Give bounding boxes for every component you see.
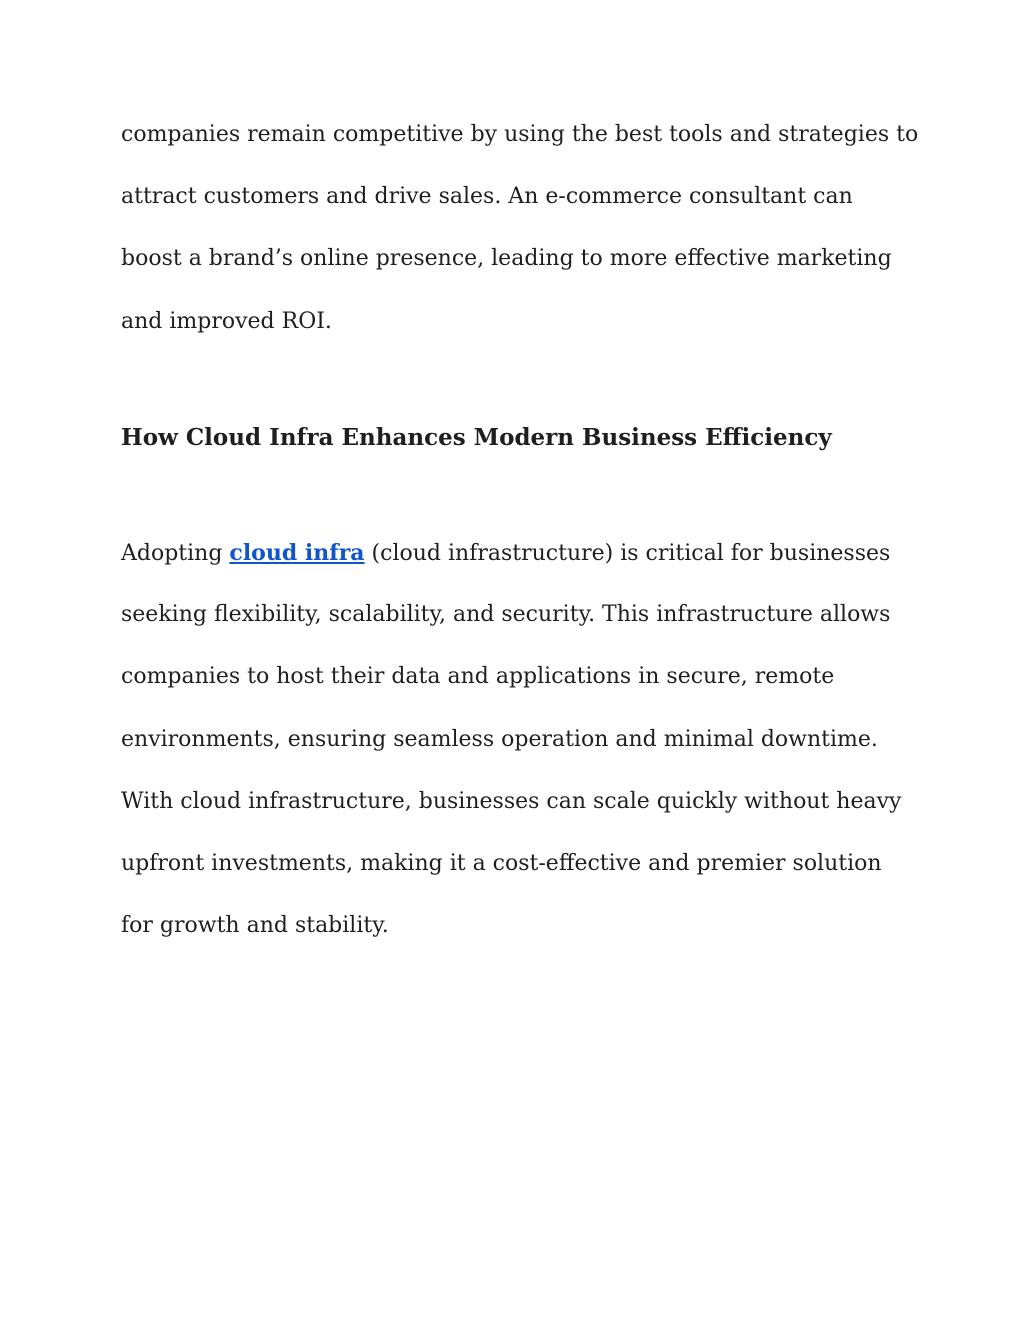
cloud-infra-link[interactable]: cloud infra [229,540,365,566]
body-line-1-prefix: Adopting [121,541,230,566]
intro-paragraph-line-1: companies remain competitive by using the best tools and strategies to [121,122,919,147]
body-paragraph-line-7: for growth and stability. [121,913,389,938]
body-paragraph-line-2: seeking flexibility, scalability, and security. This infrastructure allows [121,602,891,627]
body-paragraph-line-1 [121,539,890,568]
intro-paragraph-line-3: boost a brand’s online presence, leading to more effective marketing [121,246,892,271]
body-paragraph-line-6: upfront investments, making it a cost-effective and premier solution [121,851,882,876]
body-paragraph-line-5: With cloud infrastructure, businesses can scale quickly without heavy [121,789,902,814]
body-line-1-suffix: (cloud infrastructure) is critical for businesses [364,541,891,566]
section-heading: How Cloud Infra Enhances Modern Business Efficiency [121,424,832,451]
intro-paragraph-line-2: attract customers and drive sales. An e-commerce consultant can [121,184,853,209]
intro-paragraph-line-4: and improved ROI. [121,309,332,334]
body-paragraph-line-3: companies to host their data and applications in secure, remote [121,664,835,689]
body-paragraph-line-4: environments, ensuring seamless operation and minimal downtime. [121,727,878,752]
